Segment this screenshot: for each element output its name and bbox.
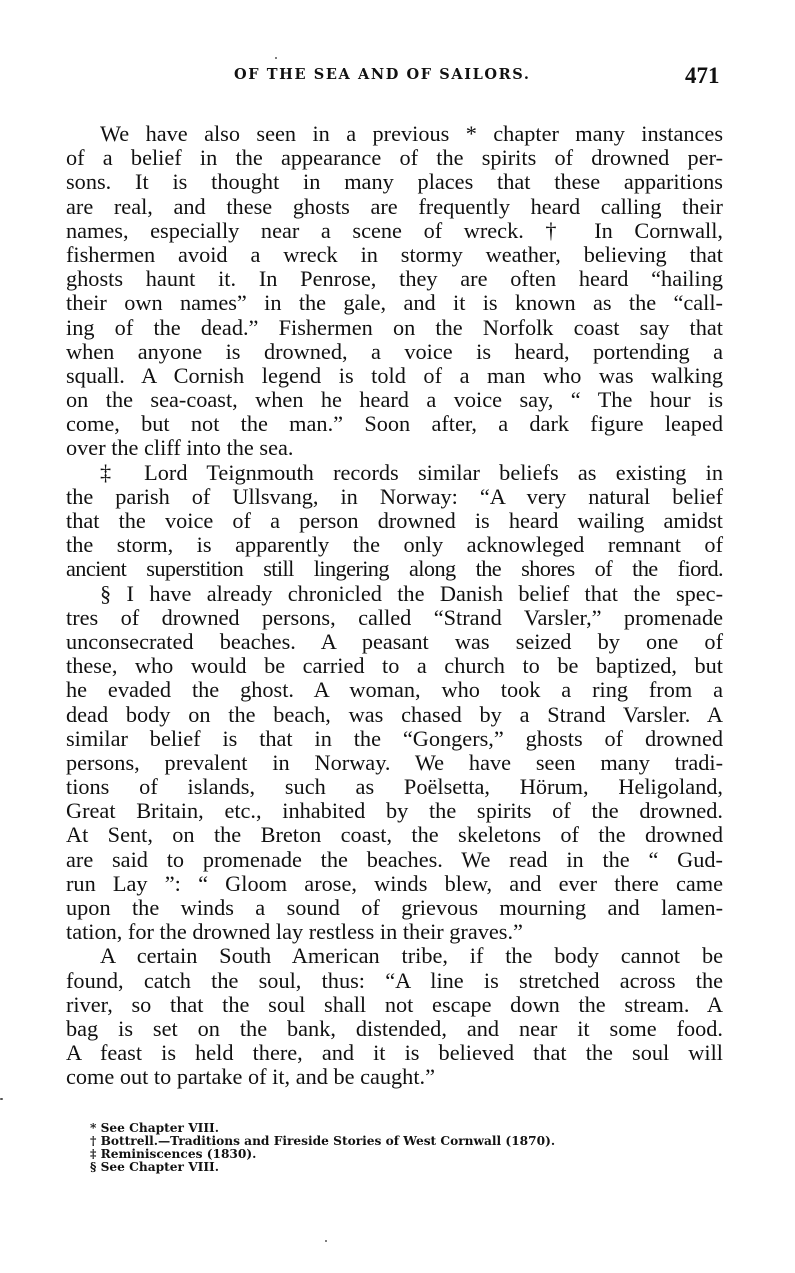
paragraph xyxy=(66,461,723,582)
text-line: ghosts haunt it. In Penrose, they are often heard “hailing xyxy=(66,266,723,292)
text-line: that the voice of a person drowned is heard wailing amidst xyxy=(66,508,723,533)
footnote: § See Chapter VIII. xyxy=(90,1160,219,1174)
text-line: the parish of Ullsvang, in Norway: “A very natural belief xyxy=(66,483,723,509)
text-line: these, who would be carried to a church to be baptized, but xyxy=(66,653,723,679)
text-line: over the cliff into the sea. xyxy=(66,435,294,461)
paragraph xyxy=(66,944,723,1089)
text-line: bag is set on the bank, distended, and near it some food. xyxy=(66,1015,723,1041)
scan-speck xyxy=(275,57,277,59)
text-line: on the sea-coast, when he heard a voice say, “ The hour is xyxy=(66,387,723,413)
footnote: * See Chapter VIII. xyxy=(90,1121,219,1135)
footnotes xyxy=(90,1122,555,1174)
body-text xyxy=(66,122,723,1090)
text-line: A certain South American tribe, if the body cannot be xyxy=(100,943,723,969)
text-line: found, catch the soul, thus: “A line is stretched across the xyxy=(66,967,723,993)
text-line: ing of the dead.” Fishermen on the Norfolk coast say that xyxy=(66,314,723,340)
scan-speck xyxy=(0,1098,3,1100)
text-line: the storm, is apparently the only acknowleged remnant of xyxy=(66,532,723,558)
text-line: he evaded the ghost. A woman, who took a ring from a xyxy=(66,677,723,703)
text-line: similar belief is that in the “Gongers,” ghosts of drowned xyxy=(66,725,723,751)
text-line: come, but not the man.” Soon after, a dark figure leaped xyxy=(66,411,723,437)
text-line: tions of islands, such as Poëlsetta, Hörum, Heligoland, xyxy=(66,774,723,800)
text-line: are real, and these ghosts are frequently heard calling their xyxy=(66,193,723,219)
running-head-title: OF THE SEA AND OF SAILORS. xyxy=(234,66,531,83)
paragraph xyxy=(66,582,723,945)
text-line: when anyone is drowned, a voice is heard, portending a xyxy=(66,338,723,364)
text-line: We have also seen in a previous * chapter many instances xyxy=(100,121,723,146)
scan-speck xyxy=(325,1240,327,1242)
text-line: squall. A Cornish legend is told of a man who was walking xyxy=(66,362,723,388)
text-line: persons, prevalent in Norway. We have seen many tradi- xyxy=(66,749,723,775)
text-line: are said to promenade the beaches. We read in the “ Gud- xyxy=(66,846,723,872)
paragraph xyxy=(66,122,723,461)
text-line: sons. It is thought in many places that these apparitions xyxy=(66,169,723,195)
text-line: their own names” in the gale, and it is known as the “call- xyxy=(66,290,723,316)
text-line: unconsecrated beaches. A peasant was seized by one of xyxy=(66,628,723,654)
text-line: fishermen avoid a wreck in stormy weather, believing that xyxy=(66,241,723,267)
page-number: 471 xyxy=(685,63,720,88)
text-line: A feast is held there, and it is believed that the soul will xyxy=(66,1040,723,1066)
text-line: of a belief in the appearance of the spirits of drowned per- xyxy=(66,145,723,171)
text-line: ancient superstition still lingering along the shores of the fiord. xyxy=(66,556,723,582)
text-line: come out to partake of it, and be caught.” xyxy=(66,1064,435,1090)
text-line: names, especially near a scene of wreck. † In Cornwall, xyxy=(66,217,723,243)
text-line: At Sent, on the Breton coast, the skeletons of the drowned xyxy=(66,822,723,848)
text-line: run Lay ”: “ Gloom arose, winds blew, and ever there came xyxy=(66,870,723,896)
footnote: ‡ Reminiscences (1830). xyxy=(90,1147,257,1161)
text-line: upon the winds a sound of grievous mourning and lamen- xyxy=(66,895,723,920)
text-line: tres of drowned persons, called “Strand Varsler,” promenade xyxy=(66,604,723,630)
text-line: river, so that the soul shall not escape down the stream. A xyxy=(66,991,723,1017)
text-line: ‡ Lord Teignmouth records similar beliefs as existing in xyxy=(100,459,723,485)
text-line: dead body on the beach, was chased by a Strand Varsler. A xyxy=(66,701,723,727)
text-line: Great Britain, etc., inhabited by the spirits of the drowned. xyxy=(66,798,723,824)
text-line: tation, for the drowned lay restless in their graves.” xyxy=(66,919,523,945)
footnote: † Bottrell.—Traditions and Fireside Stories of West Cornwall (1870). xyxy=(90,1134,556,1148)
text-line: § I have already chronicled the Danish belief that the spec- xyxy=(100,580,723,606)
